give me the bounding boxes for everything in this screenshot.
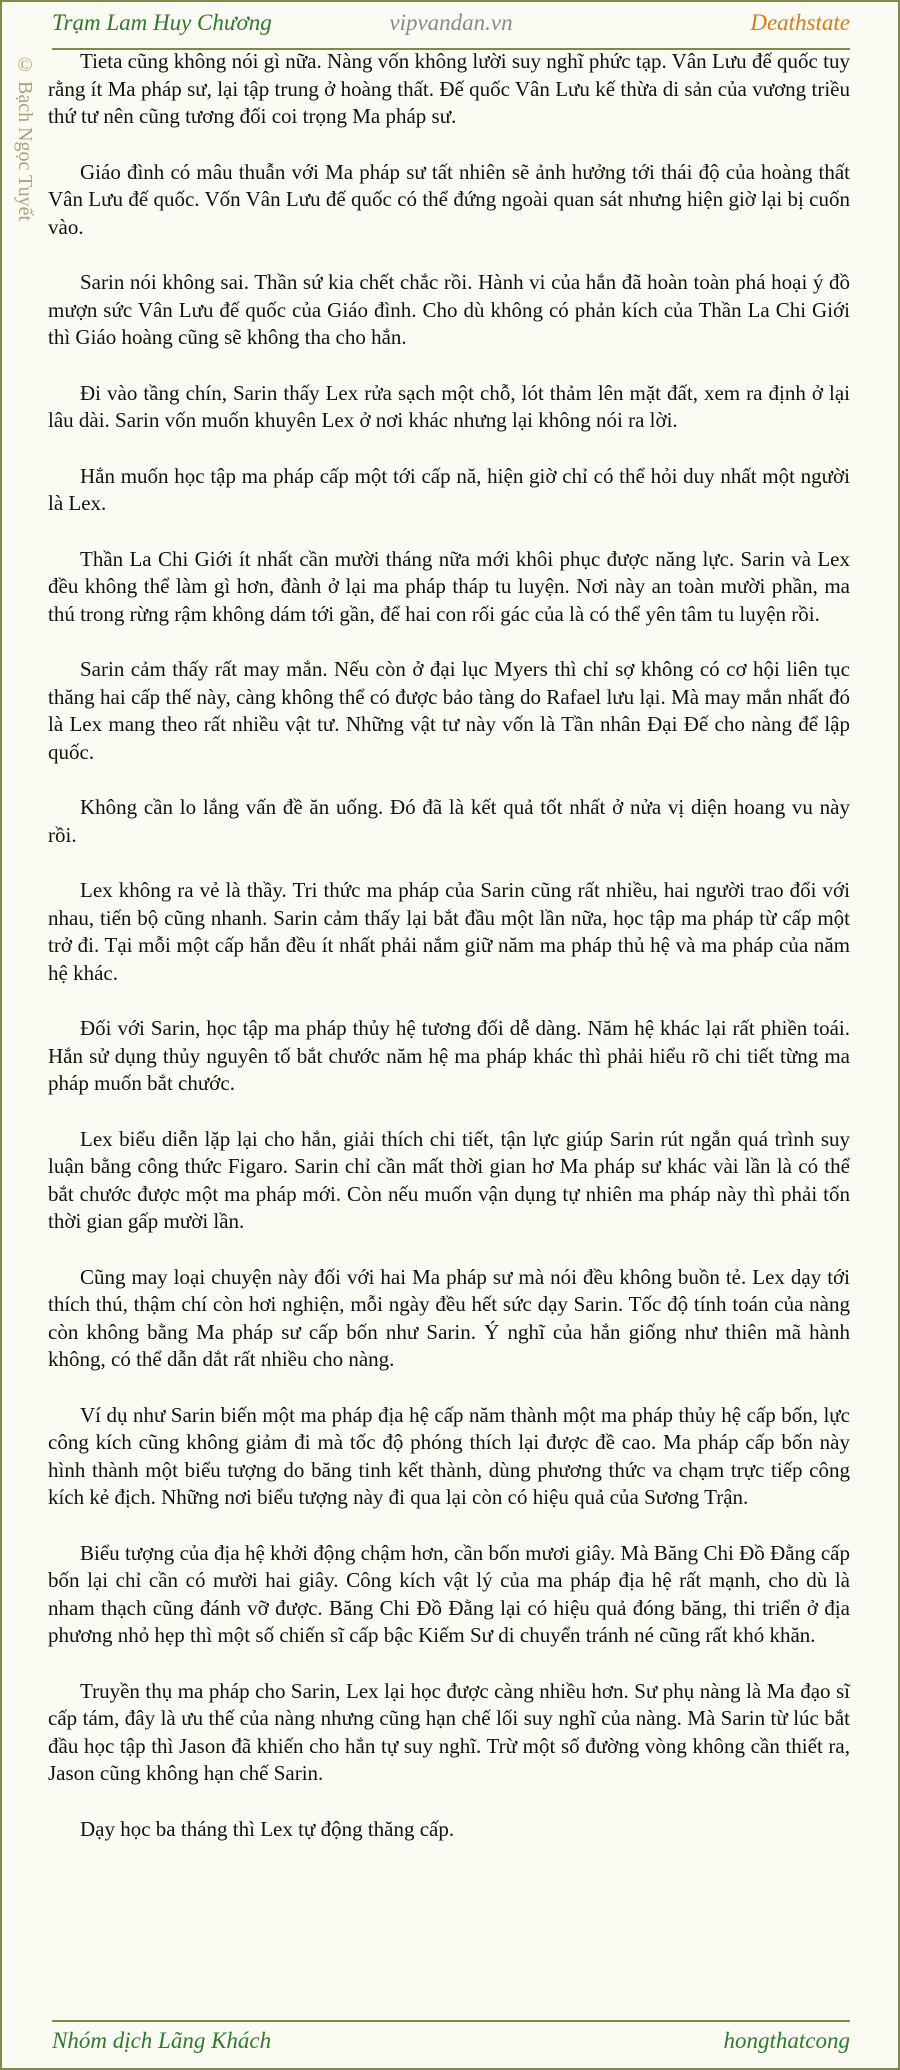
paragraph: Biểu tượng của địa hệ khởi động chậm hơn, cần bốn mươi giây. Mà Băng Chi Đồ Đằng cấp bốn lại chỉ cần có mười hai giây. Công kích vật lý của ma pháp địa hệ rất mạnh, cho dù là nham thạch cũng đánh vỡ được. Băng Chi Đồ Đằng lại có hiệu quả đóng băng, thi triển ở địa phương nhỏ hẹp thì một số chiến sĩ cấp bậc Kiếm Sư di chuyển tránh né cũng rất khó khăn.: [48, 1540, 850, 1647]
paragraph: Thần La Chi Giới ít nhất cần mười tháng nữa mới khôi phục được năng lực. Sarin và Lex đều không thể làm gì hơn, đành ở lại ma pháp tháp tu luyện. Nơi này an toàn mười phần, ma thú trong rừng rậm không dám tới gần, để hai con rối gác của là có thể yên tâm tu luyện rồi.: [48, 546, 850, 626]
header-author: Deathstate: [750, 10, 850, 35]
paragraph: Không cần lo lắng vấn đề ăn uống. Đó đã là kết quả tốt nhất ở nửa vị diện hoang vu này rồi.: [48, 795, 850, 847]
paragraph: Sarin nói không sai. Thần sứ kia chết chắc rồi. Hành vi của hắn đã hoàn toàn phá hoại ý đồ mượn sức Vân Lưu đế quốc của Giáo đình. Cho dù không có phản kích của Thần La Chi Giới thì Giáo hoàng cũng sẽ không tha cho hắn.: [48, 270, 850, 349]
page-header: [52, 8, 850, 50]
side-credit: © Bạch Ngọc Tuyết: [14, 54, 36, 221]
paragraph: Dạy học ba tháng thì Lex tự động thăng cấp.: [80, 1816, 455, 1841]
paragraph: Sarin cảm thấy rất may mắn. Nếu còn ở đại lục Myers thì chỉ sợ không có cơ hội liên tục thăng hai cấp thế này, càng không thể có được bảo tàng do Rafael lưu lại. Mà may mắn nhất đó là Lex mang theo rất nhiều vật tư. Những vật tư này vốn là Tần nhân Đại Đế cho nàng để lập quốc.: [48, 657, 850, 764]
paragraph: Lex không ra vẻ là thầy. Tri thức ma pháp của Sarin cũng rất nhiều, hai người trao đổi với nhau, tiến bộ cũng nhanh. Sarin cảm thấy lại bắt đầu một lần nữa, học tập ma pháp từ cấp một trở đi. Tại mỗi một cấp hắn đều ít nhất phải nắm giữ năm ma pháp thủ hệ và ma pháp của năm hệ khác.: [48, 878, 850, 985]
header-website: vipvandan.vn: [389, 10, 513, 35]
header-site-title: Trạm Lam Huy Chương: [52, 10, 272, 35]
paragraph: Đối với Sarin, học tập ma pháp thủy hệ tương đối dễ dàng. Năm hệ khác lại rất phiền toái. Hắn sử dụng thủy nguyên tố bắt chước năm hệ ma pháp khác thì phải hiểu rõ chi tiết từng ma pháp muốn bắt chước.: [48, 1016, 850, 1095]
paragraph: Giáo đình có mâu thuẫn với Ma pháp sư tất nhiên sẽ ảnh hưởng tới thái độ của hoàng thất Vân Lưu đế quốc. Vốn Vân Lưu đế quốc có thể đứng ngoài quan sát nhưng hiện giờ lại bị cuốn vào.: [48, 159, 850, 239]
paragraph: Ví dụ như Sarin biến một ma pháp địa hệ cấp năm thành một ma pháp thủy hệ cấp bốn, lực công kích cũng không giảm đi mà tốc độ phóng thích lại được đề cao. Ma pháp cấp bốn này hình thành một biểu tượng do băng tinh kết thành, dùng phương thức va chạm trực tiếp công kích kẻ địch. Những nơi biểu tượng này đi qua lại còn có hiệu quả của Sương Trận.: [48, 1402, 850, 1509]
footer-uploader: hongthatcong: [723, 2028, 850, 2053]
paragraph: Truyền thụ ma pháp cho Sarin, Lex lại học được càng nhiều hơn. Sư phụ nàng là Ma đạo sĩ cấp tám, đây là ưu thế của nàng nhưng cũng hạn chế lối suy nghĩ của nàng. Mà Sarin từ lúc bắt đầu học tập thì Jason đã khiến cho hắn tự suy nghĩ. Trừ một số đường vòng không cần thiết ra, Jason cũng không hạn chế Sarin.: [48, 1678, 850, 1785]
paragraph: Hắn muốn học tập ma pháp cấp một tới cấp nă, hiện giờ chỉ có thể hỏi duy nhất một người là Lex.: [48, 463, 850, 515]
paragraph: Tieta cũng không nói gì nữa. Nàng vốn không lười suy nghĩ phức tạp. Vân Lưu đế quốc tuy rằng ít Ma pháp sư, lại tập trung ở hoàng thất. Đế quốc Vân Lưu kế thừa di sản của vương triều thứ tư nên cũng tương đối coi trọng Ma pháp sư.: [48, 49, 850, 128]
paragraph: Đi vào tầng chín, Sarin thấy Lex rửa sạch một chỗ, lót thảm lên mặt đất, xem ra định ở lại lâu dài. Sarin vốn muốn khuyên Lex ở nơi khác nhưng lại không nói ra lời.: [48, 380, 850, 432]
paragraph: Cũng may loại chuyện này đối với hai Ma pháp sư mà nói đều không buồn tẻ. Lex dạy tới thích thú, thậm chí còn hơi nghiện, mỗi ngày đều hết sức dạy Sarin. Tốc độ tính toán của nàng còn không bằng Ma pháp sư cấp bốn như Sarin. Ý nghĩ của hắn giống như thiên mã hành không, có thể dẫn dắt rất nhiều cho nàng.: [48, 1264, 850, 1371]
page-footer: [52, 2020, 850, 2062]
paragraph: Lex biểu diễn lặp lại cho hắn, giải thích chi tiết, tận lực giúp Sarin rút ngắn quá trình suy luận bằng công thức Figaro. Sarin chỉ cần mất thời gian hơ Ma pháp sư khác vài lần là có thể bắt chước được một ma pháp mới. Còn nếu muốn vận dụng tự nhiên ma pháp này thì phải tốn thời gian gấp mười lần.: [48, 1126, 850, 1233]
chapter-text: [48, 48, 850, 1871]
footer-translator-group: Nhóm dịch Lãng Khách: [52, 2028, 272, 2053]
